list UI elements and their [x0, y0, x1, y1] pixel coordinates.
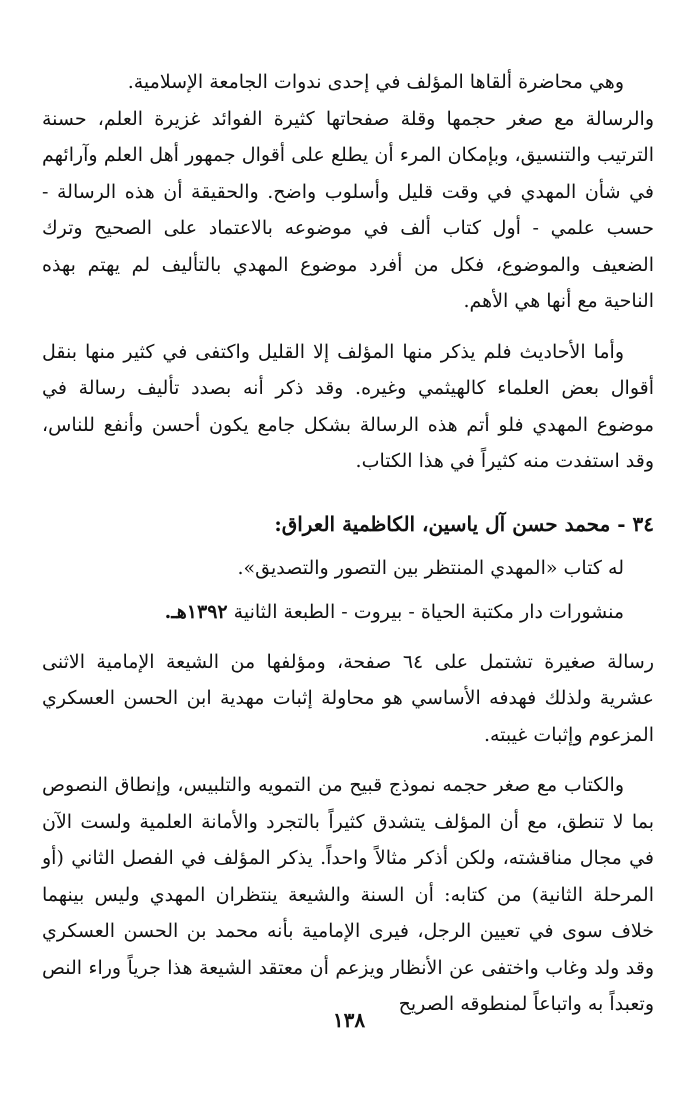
book-title-line: له كتاب «المهدي المنتظر بين التصور والتصديق». — [237, 556, 624, 579]
publisher-text: منشورات دار مكتبة الحياة - بيروت - الطبعة الثانية — [233, 600, 624, 623]
paragraph-risala-praise: والرسالة مع صغر حجمها وقلة صفحاتها كثيرة الفوائد غزيرة العلم، حسنة الترتيب والتنسيق، وبإمكان المرء أن يطلع على أقوال جمهور أهل العلم وآرائهم في شأن المهدي في وقت قليل وأسلوب واضح. والحقيقة أن هذه الرسالة - حسب علمي - أول كتاب ألف في موضوعه بالاعتماد على الصحيح وترك الضعيف والموضوع، فكل من أفرد موضوع المهدي بالتأليف لم يهتم بهذه الناحية مع أنها هي الأهم. — [42, 107, 654, 312]
publisher-line — [42, 594, 654, 630]
paragraph-risala-description: رسالة صغيرة تشتمل على ٦٤ صفحة، ومؤلفها من الشيعة الإمامية الاثنى عشرية ولذلك فهدفه الأساسي هو محاولة إثبات مهدية ابن الحسن العسكري المزعوم وإثبات غيبته. — [42, 650, 655, 746]
page-body — [42, 64, 654, 1023]
paragraph-book-critique: والكتاب مع صغر حجمه نموذج قبيح من التمويه والتلبيس، وإنطاق النصوص بما لا تنطق، مع أن المؤلف يتشدق كثيراً بالتجرد والأمانة العلمية ولست الآن في مجال مناقشته، ولكن أذكر مثالاً واحداً. يذكر المؤلف في الفصل الثاني (أو المرحلة الثانية) من كتابه: أن السنة والشيعة ينتظران المهدي وليس بينهما خلاف سوى في تعيين الرجل، فيرى الإمامية بأنه محمد بن الحسن العسكري وقد ولد وغاب واختفى عن الأنظار ويزعم أن معتقد الشيعة هذا جرياً وراء النص وتعبداً به واتباعاً لمنطوقه الصريح — [42, 774, 654, 1015]
page-number: ١٣٨ — [332, 1008, 366, 1032]
paragraph-hadith-note: وأما الأحاديث فلم يذكر منها المؤلف إلا القليل واكتفى في كثير منها بنقل أقوال بعض العلماء كالهيثمي وغيره. وقد ذكر أنه بصدد تأليف رسالة في موضوع المهدي فلو أتم هذه الرسالة بشكل جامع يكون أحسن وأنفع للناس، وقد استفدت منه كثيراً في هذا الكتاب. — [42, 340, 654, 472]
paragraph-lecture-note: وهي محاضرة ألقاها المؤلف في إحدى ندوات الجامعة الإسلامية. — [127, 71, 624, 93]
section-heading: ٣٤ - محمد حسن آل ياسين، الكاظمية العراق: — [274, 511, 654, 536]
publication-year: ١٣٩٢هـ. — [164, 600, 228, 623]
